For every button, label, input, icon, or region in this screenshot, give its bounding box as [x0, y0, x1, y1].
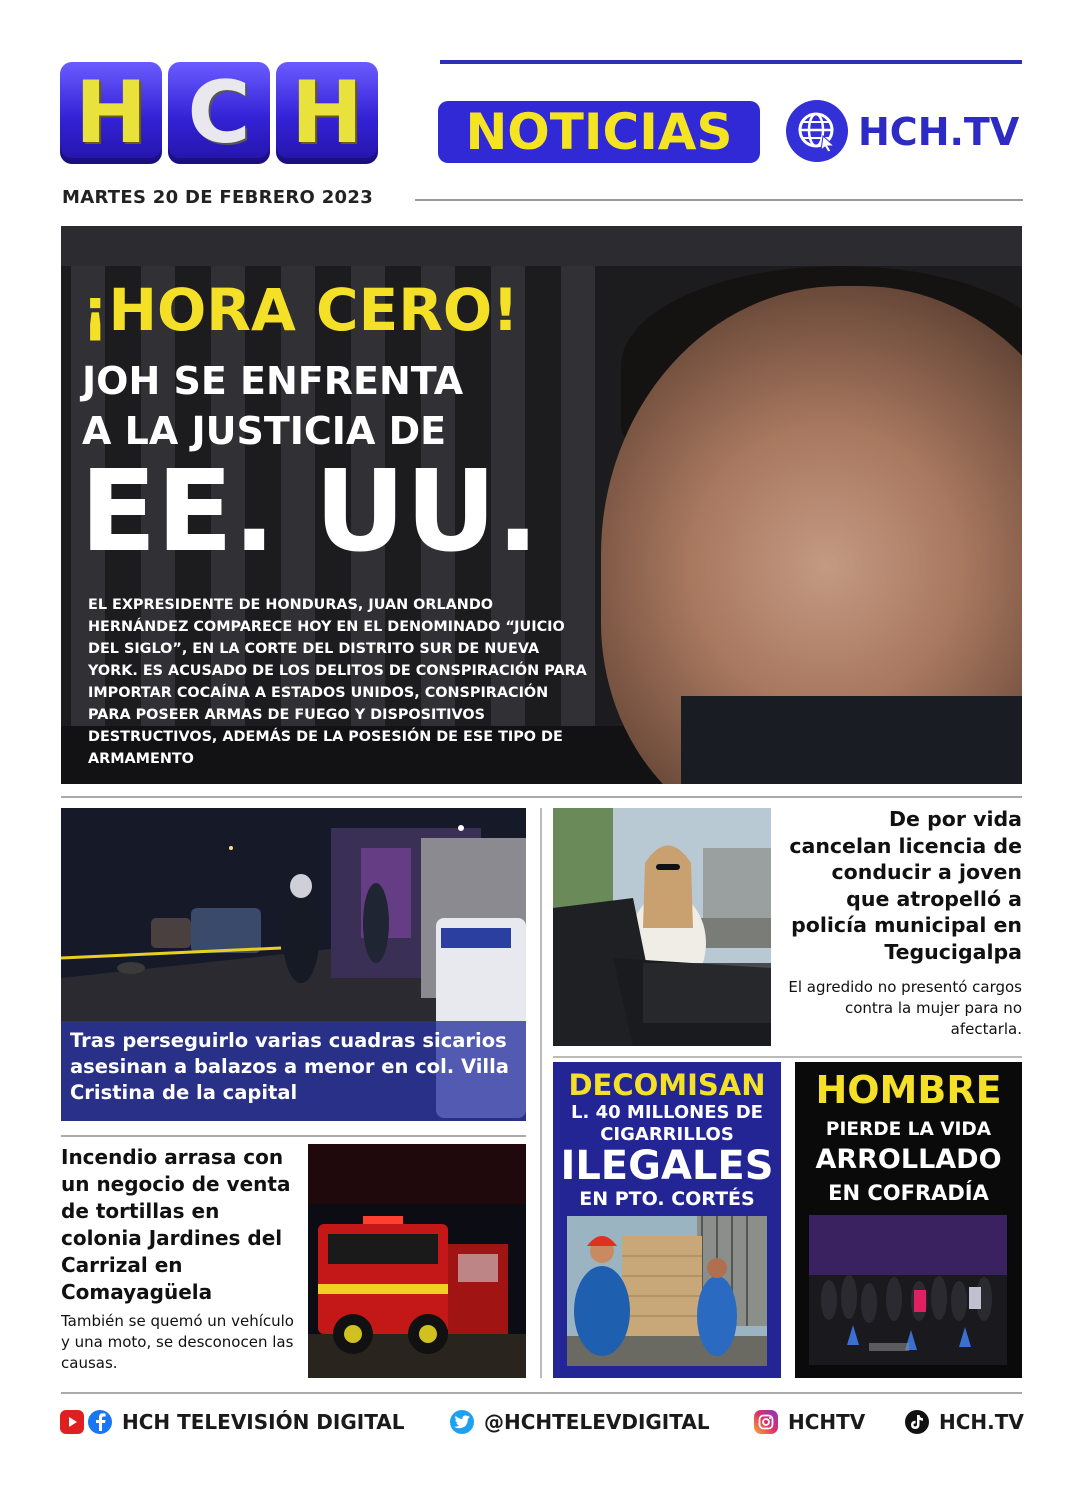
accident-line4: EN COFRADÍA	[828, 1181, 989, 1205]
seizure-line1: DECOMISAN	[568, 1068, 766, 1102]
facebook-icon[interactable]	[88, 1410, 112, 1434]
footer-tiktok[interactable]	[905, 1406, 1024, 1438]
accident-scene-illustration	[809, 1215, 1007, 1365]
hero-headline-big: EE. UU.	[80, 447, 539, 577]
issue-date: MARTES 20 DE FEBRERO 2023	[62, 187, 374, 208]
license-headline[interactable]: De por vida cancelan licencia de conducir a joven que atropelló a policía municipal en Tegucigalpa	[789, 807, 1022, 964]
footer-youtube-facebook[interactable]	[60, 1406, 405, 1438]
youtube-icon[interactable]	[60, 1410, 84, 1434]
footer-twitter[interactable]	[450, 1406, 710, 1438]
footer-twitter-label: @HCHTELEVDIGITAL	[484, 1410, 710, 1434]
logo-letter-h1: H	[60, 62, 162, 164]
date-rule	[415, 199, 1023, 201]
port-seizure-image[interactable]	[567, 1216, 767, 1366]
header-rule	[440, 60, 1022, 64]
crime-headline[interactable]: Tras perseguirlo varias cuadras sicarios asesinan a balazos a menor en col. Villa Cristina de la capital	[70, 1029, 509, 1104]
section-divider	[61, 796, 1022, 798]
twitter-icon[interactable]	[450, 1410, 474, 1434]
right-column-divider	[553, 1056, 1022, 1058]
hero-headline-line1: JOH SE ENFRENTA	[82, 359, 464, 403]
footer-rule	[61, 1392, 1022, 1394]
hero-lede: EL EXPRESIDENTE DE HONDURAS, JUAN ORLANDO HERNÁNDEZ COMPARECE HOY EN EL DENOMINADO “JUICIO DEL SIGLO”, EN LA CORTE DEL DISTRITO SUR DE NUEVA YORK. ES ACUSADO DE LOS DELITOS DE CONSPIRACIÓN PARA IMPORTAR COCAÍNA A ESTADOS UNIDOS, CONSPIRACIÓN PARA POSEER ARMAS DE FUEGO Y DISPOSITIVOS DESTRUCTIVOS, ADEMÁS DE LA POSESIÓN DE ESE TIPO DE ARMAMENTO	[88, 597, 587, 767]
left-column-divider	[61, 1135, 526, 1137]
logo-letter-h2: H	[276, 62, 378, 164]
accident-line1: HOMBRE	[815, 1068, 1002, 1112]
seizure-line3: ILEGALES	[560, 1143, 774, 1189]
hch-logo[interactable]	[60, 62, 378, 164]
footer-instagram-label: HCHTV	[788, 1410, 866, 1434]
seizure-line2: L. 40 MILLONES DE CIGARRILLOS	[571, 1102, 763, 1145]
driver-image[interactable]	[553, 808, 771, 1046]
accident-scene-image[interactable]	[809, 1215, 1007, 1365]
accident-line2: PIERDE LA VIDA	[825, 1119, 992, 1140]
license-summary: El agredido no presentó cargos contra la mujer para no afectarla.	[788, 978, 1022, 1038]
fire-truck-image[interactable]	[308, 1144, 526, 1378]
hero-headline	[82, 356, 463, 456]
driver-illustration	[553, 808, 771, 1046]
footer-instagram[interactable]	[754, 1406, 865, 1438]
port-seizure-illustration	[567, 1216, 767, 1366]
tiktok-icon[interactable]	[905, 1410, 929, 1434]
column-divider	[540, 808, 542, 1378]
fire-summary: También se quemó un vehículo y una moto, se desconocen las causas.	[61, 1312, 294, 1372]
fire-headline[interactable]: Incendio arrasa con un negocio de venta de tortillas en colonia Jardines del Carrizal en Comayagüela	[61, 1145, 291, 1304]
seizure-line4: EN PTO. CORTÉS	[579, 1188, 755, 1210]
accident-line3: ARROLLADO	[815, 1144, 1002, 1175]
fire-truck-illustration	[308, 1144, 526, 1378]
portrait-suit	[681, 696, 1022, 784]
website-link[interactable]: HCH.TV	[858, 110, 1020, 154]
hero-headline-line2: A LA JUSTICIA DE	[82, 409, 447, 453]
hero-kicker: ¡HORA CERO!	[82, 276, 519, 344]
footer-tiktok-label: HCH.TV	[939, 1410, 1024, 1434]
instagram-icon[interactable]	[754, 1410, 778, 1434]
logo-letter-c: C	[168, 62, 270, 164]
section-label: NOTICIAS	[438, 101, 760, 163]
globe-icon[interactable]	[786, 100, 848, 162]
footer-facebook-label: HCH TELEVISIÓN DIGITAL	[122, 1410, 405, 1434]
